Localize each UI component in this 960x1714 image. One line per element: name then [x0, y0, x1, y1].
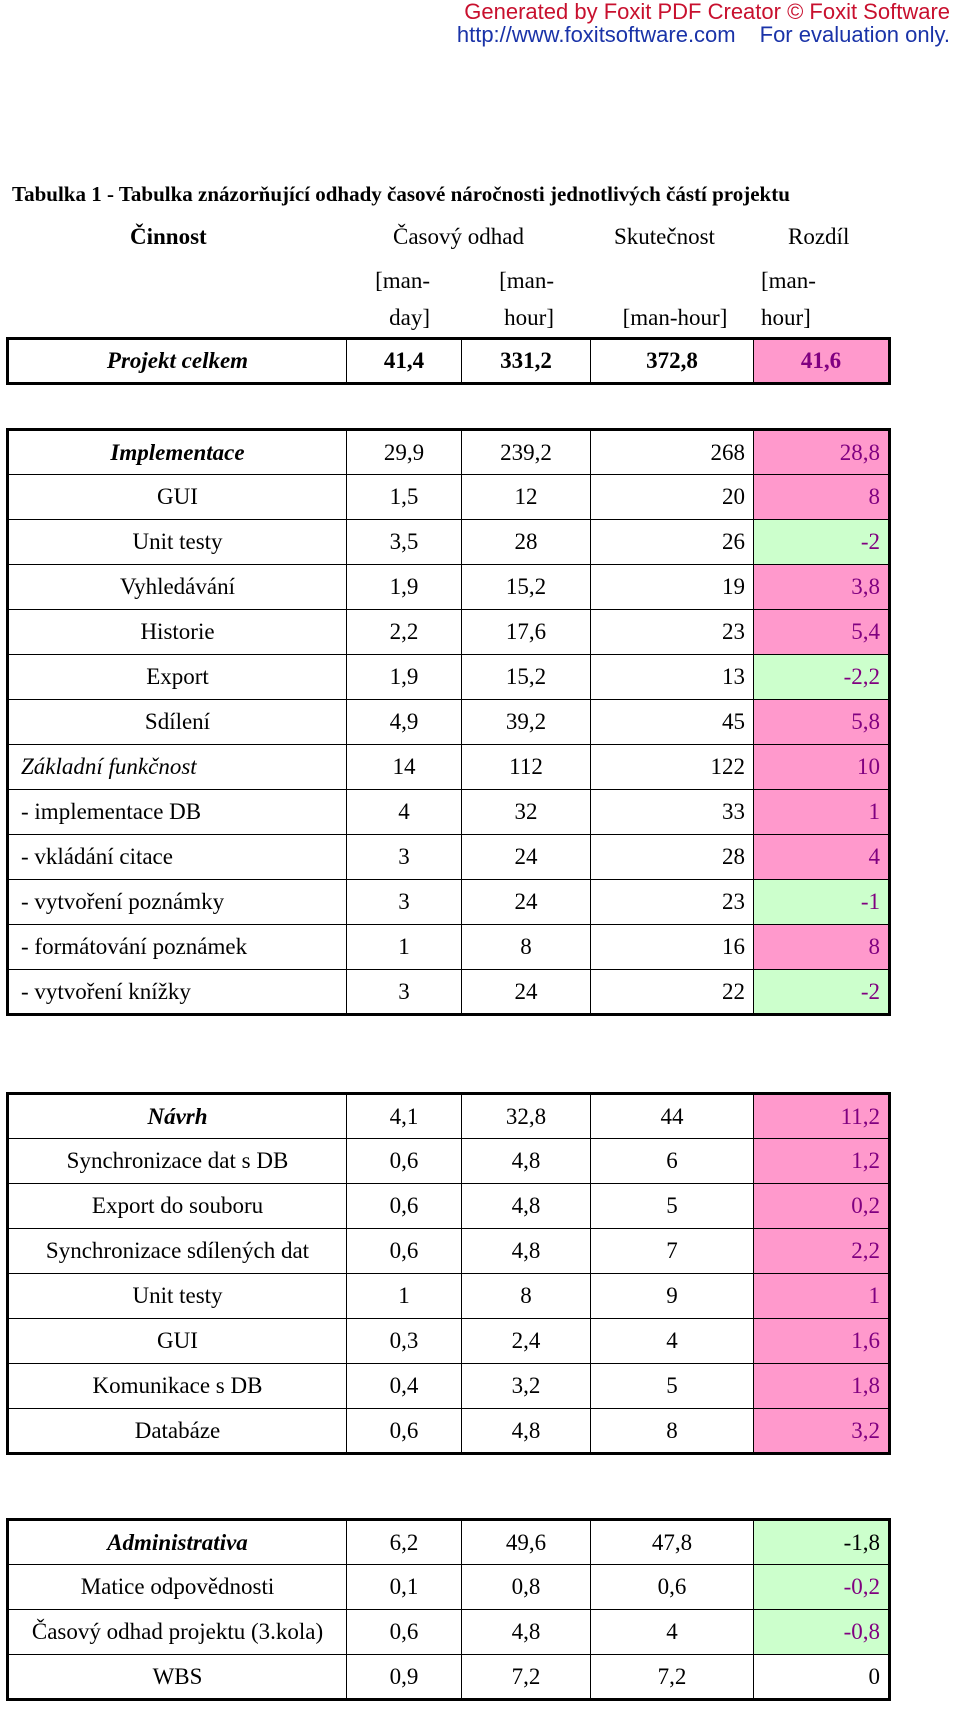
activity-name: Návrh: [8, 1094, 347, 1139]
estimate-manhour-cell: 15,2: [462, 565, 591, 610]
unit-actual: [man-hour]: [622, 305, 728, 330]
activity-name: Implementace: [8, 430, 347, 475]
difference-cell: 0: [754, 1655, 890, 1700]
table-row: [8, 745, 890, 790]
activity-name: GUI: [8, 475, 347, 520]
difference-cell: -1: [754, 880, 890, 925]
actual-cell: 13: [591, 655, 754, 700]
estimate-manday-cell: 0,6: [347, 1229, 462, 1274]
estimate-manhour-cell: 0,8: [462, 1565, 591, 1610]
activity-name: Vyhledávání: [8, 565, 347, 610]
difference-cell: 10: [754, 745, 890, 790]
table-row: [8, 1565, 890, 1610]
difference-cell: 1: [754, 1274, 890, 1319]
difference-cell: 3,2: [754, 1409, 890, 1454]
estimate-manhour-cell: 17,6: [462, 610, 591, 655]
activity-name: GUI: [8, 1319, 347, 1364]
difference-cell: 5,8: [754, 700, 890, 745]
difference-cell: -2,2: [754, 655, 890, 700]
difference-cell: 0,2: [754, 1184, 890, 1229]
watermark-url-line: [457, 23, 950, 46]
unit-manday-1: [man-: [375, 268, 430, 293]
unit-manday: [350, 262, 430, 336]
estimate-manhour-cell: 32: [462, 790, 591, 835]
estimate-manhour-cell: 32,8: [462, 1094, 591, 1139]
estimate-manhour-cell: 24: [462, 970, 591, 1015]
header-difference: Rozdíl: [788, 224, 850, 249]
total-row: [8, 339, 890, 384]
actual-cell: 28: [591, 835, 754, 880]
table-row: [8, 430, 890, 475]
estimate-manhour-cell: 24: [462, 880, 591, 925]
difference-cell: 28,8: [754, 430, 890, 475]
estimate-manhour-cell: 4,8: [462, 1409, 591, 1454]
table-row: [8, 1229, 890, 1274]
total-mh: 331,2: [462, 339, 591, 384]
estimate-manhour-cell: 239,2: [462, 430, 591, 475]
section-table: [6, 428, 891, 1016]
table-row: [8, 475, 890, 520]
activity-name: WBS: [8, 1655, 347, 1700]
actual-cell: 44: [591, 1094, 754, 1139]
unit-manhour: [470, 262, 554, 336]
actual-cell: 23: [591, 880, 754, 925]
table-row: [8, 700, 890, 745]
section-table: [6, 1092, 891, 1455]
activity-name: Unit testy: [8, 520, 347, 565]
unit-diff: [761, 262, 841, 336]
actual-cell: 33: [591, 790, 754, 835]
actual-cell: 122: [591, 745, 754, 790]
estimate-manhour-cell: 8: [462, 925, 591, 970]
activity-name: Export do souboru: [8, 1184, 347, 1229]
estimate-manday-cell: 4,1: [347, 1094, 462, 1139]
estimate-manhour-cell: 3,2: [462, 1364, 591, 1409]
estimate-manday-cell: 1: [347, 1274, 462, 1319]
activity-name: Časový odhad projektu (3.kola): [8, 1610, 347, 1655]
actual-cell: 16: [591, 925, 754, 970]
watermark-note: For evaluation only.: [759, 22, 950, 47]
actual-cell: 8: [591, 1409, 754, 1454]
total-table: [6, 337, 891, 385]
difference-cell: 8: [754, 475, 890, 520]
actual-cell: 268: [591, 430, 754, 475]
activity-name: - vytvoření knížky: [8, 970, 347, 1015]
difference-cell: 1: [754, 790, 890, 835]
difference-cell: 5,4: [754, 610, 890, 655]
estimate-manday-cell: 0,6: [347, 1184, 462, 1229]
estimate-manday-cell: 0,3: [347, 1319, 462, 1364]
actual-cell: 5: [591, 1364, 754, 1409]
table-row: [8, 880, 890, 925]
table-row: [8, 1139, 890, 1184]
actual-cell: 7,2: [591, 1655, 754, 1700]
total-md: 41,4: [347, 339, 462, 384]
activity-name: Historie: [8, 610, 347, 655]
estimate-manday-cell: 14: [347, 745, 462, 790]
difference-cell: -0,8: [754, 1610, 890, 1655]
estimate-manhour-cell: 28: [462, 520, 591, 565]
activity-name: Databáze: [8, 1409, 347, 1454]
estimate-manhour-cell: 24: [462, 835, 591, 880]
difference-cell: 1,8: [754, 1364, 890, 1409]
difference-cell: 8: [754, 925, 890, 970]
estimate-manday-cell: 1,9: [347, 655, 462, 700]
difference-cell: 1,2: [754, 1139, 890, 1184]
estimate-manday-cell: 0,9: [347, 1655, 462, 1700]
estimate-manhour-cell: 4,8: [462, 1184, 591, 1229]
section-table: [6, 1518, 891, 1701]
table-row: [8, 1184, 890, 1229]
actual-cell: 22: [591, 970, 754, 1015]
activity-name: Administrativa: [8, 1520, 347, 1565]
estimate-manday-cell: 4: [347, 790, 462, 835]
estimate-manday-cell: 0,6: [347, 1409, 462, 1454]
estimate-manday-cell: 3,5: [347, 520, 462, 565]
activity-name: - vkládání citace: [8, 835, 347, 880]
table-row: [8, 520, 890, 565]
table-row: [8, 1094, 890, 1139]
actual-cell: 5: [591, 1184, 754, 1229]
estimate-manhour-cell: 12: [462, 475, 591, 520]
estimate-manday-cell: 1: [347, 925, 462, 970]
header-actual: Skutečnost: [614, 224, 715, 249]
actual-cell: 23: [591, 610, 754, 655]
activity-name: Unit testy: [8, 1274, 347, 1319]
estimate-manhour-cell: 49,6: [462, 1520, 591, 1565]
table-row: [8, 610, 890, 655]
table-row: [8, 565, 890, 610]
difference-cell: 4: [754, 835, 890, 880]
estimate-manhour-cell: 4,8: [462, 1139, 591, 1184]
estimate-manday-cell: 6,2: [347, 1520, 462, 1565]
table-row: [8, 970, 890, 1015]
estimate-manhour-cell: 4,8: [462, 1229, 591, 1274]
activity-name: Komunikace s DB: [8, 1364, 347, 1409]
activity-name: - vytvoření poznámky: [8, 880, 347, 925]
estimate-manday-cell: 1,5: [347, 475, 462, 520]
total-diff: 41,6: [754, 339, 890, 384]
header-estimate: Časový odhad: [393, 224, 524, 249]
estimate-manhour-cell: 7,2: [462, 1655, 591, 1700]
header-activity: Činnost: [130, 224, 207, 249]
estimate-manhour-cell: 8: [462, 1274, 591, 1319]
table-row: [8, 790, 890, 835]
table-row: [8, 655, 890, 700]
table-row: [8, 1409, 890, 1454]
estimate-manday-cell: 0,6: [347, 1139, 462, 1184]
unit-manday-2: day]: [389, 305, 430, 330]
table-row: [8, 925, 890, 970]
activity-name: Synchronizace sdílených dat: [8, 1229, 347, 1274]
table-row: [8, 1364, 890, 1409]
activity-name: - formátování poznámek: [8, 925, 347, 970]
estimate-manday-cell: 0,1: [347, 1565, 462, 1610]
activity-name: Sdílení: [8, 700, 347, 745]
activity-name: Matice odpovědnosti: [8, 1565, 347, 1610]
difference-cell: -2: [754, 520, 890, 565]
table-row: [8, 1610, 890, 1655]
table-row: [8, 835, 890, 880]
estimate-manhour-cell: 4,8: [462, 1610, 591, 1655]
difference-cell: 11,2: [754, 1094, 890, 1139]
estimate-manhour-cell: 2,4: [462, 1319, 591, 1364]
estimate-manhour-cell: 15,2: [462, 655, 591, 700]
table-row: [8, 1655, 890, 1700]
actual-cell: 0,6: [591, 1565, 754, 1610]
estimate-manday-cell: 3: [347, 970, 462, 1015]
estimate-manday-cell: 4,9: [347, 700, 462, 745]
actual-cell: 45: [591, 700, 754, 745]
total-actual: 372,8: [591, 339, 754, 384]
estimate-manday-cell: 2,2: [347, 610, 462, 655]
watermark: [457, 0, 950, 46]
actual-cell: 19: [591, 565, 754, 610]
actual-cell: 4: [591, 1610, 754, 1655]
activity-name: Základní funkčnost: [8, 745, 347, 790]
unit-diff-1: [man-: [761, 268, 816, 293]
actual-cell: 47,8: [591, 1520, 754, 1565]
estimate-manhour-cell: 39,2: [462, 700, 591, 745]
estimate-manday-cell: 1,9: [347, 565, 462, 610]
estimate-manhour-cell: 112: [462, 745, 591, 790]
actual-cell: 9: [591, 1274, 754, 1319]
watermark-url: http://www.foxitsoftware.com: [456, 22, 736, 47]
unit-manhour-1: [man-: [499, 268, 554, 293]
total-name: Projekt celkem: [8, 339, 347, 384]
unit-manhour-2: hour]: [504, 305, 554, 330]
difference-cell: 3,8: [754, 565, 890, 610]
activity-name: - implementace DB: [8, 790, 347, 835]
difference-cell: 2,2: [754, 1229, 890, 1274]
difference-cell: -0,2: [754, 1565, 890, 1610]
unit-diff-2: hour]: [761, 305, 811, 330]
difference-cell: -2: [754, 970, 890, 1015]
actual-cell: 20: [591, 475, 754, 520]
difference-cell: 1,6: [754, 1319, 890, 1364]
difference-cell: -1,8: [754, 1520, 890, 1565]
actual-cell: 4: [591, 1319, 754, 1364]
activity-name: Export: [8, 655, 347, 700]
activity-name: Synchronizace dat s DB: [8, 1139, 347, 1184]
table-row: [8, 1520, 890, 1565]
estimate-manday-cell: 3: [347, 880, 462, 925]
estimate-manday-cell: 29,9: [347, 430, 462, 475]
table-row: [8, 1274, 890, 1319]
actual-cell: 7: [591, 1229, 754, 1274]
watermark-line: Generated by Foxit PDF Creator © Foxit Software: [464, 0, 950, 24]
actual-cell: 26: [591, 520, 754, 565]
table-row: [8, 1319, 890, 1364]
estimate-manday-cell: 0,6: [347, 1610, 462, 1655]
estimate-manday-cell: 3: [347, 835, 462, 880]
estimate-manday-cell: 0,4: [347, 1364, 462, 1409]
table-caption: Tabulka 1 - Tabulka znázorňující odhady časové náročnosti jednotlivých částí projektu: [12, 182, 790, 206]
actual-cell: 6: [591, 1139, 754, 1184]
